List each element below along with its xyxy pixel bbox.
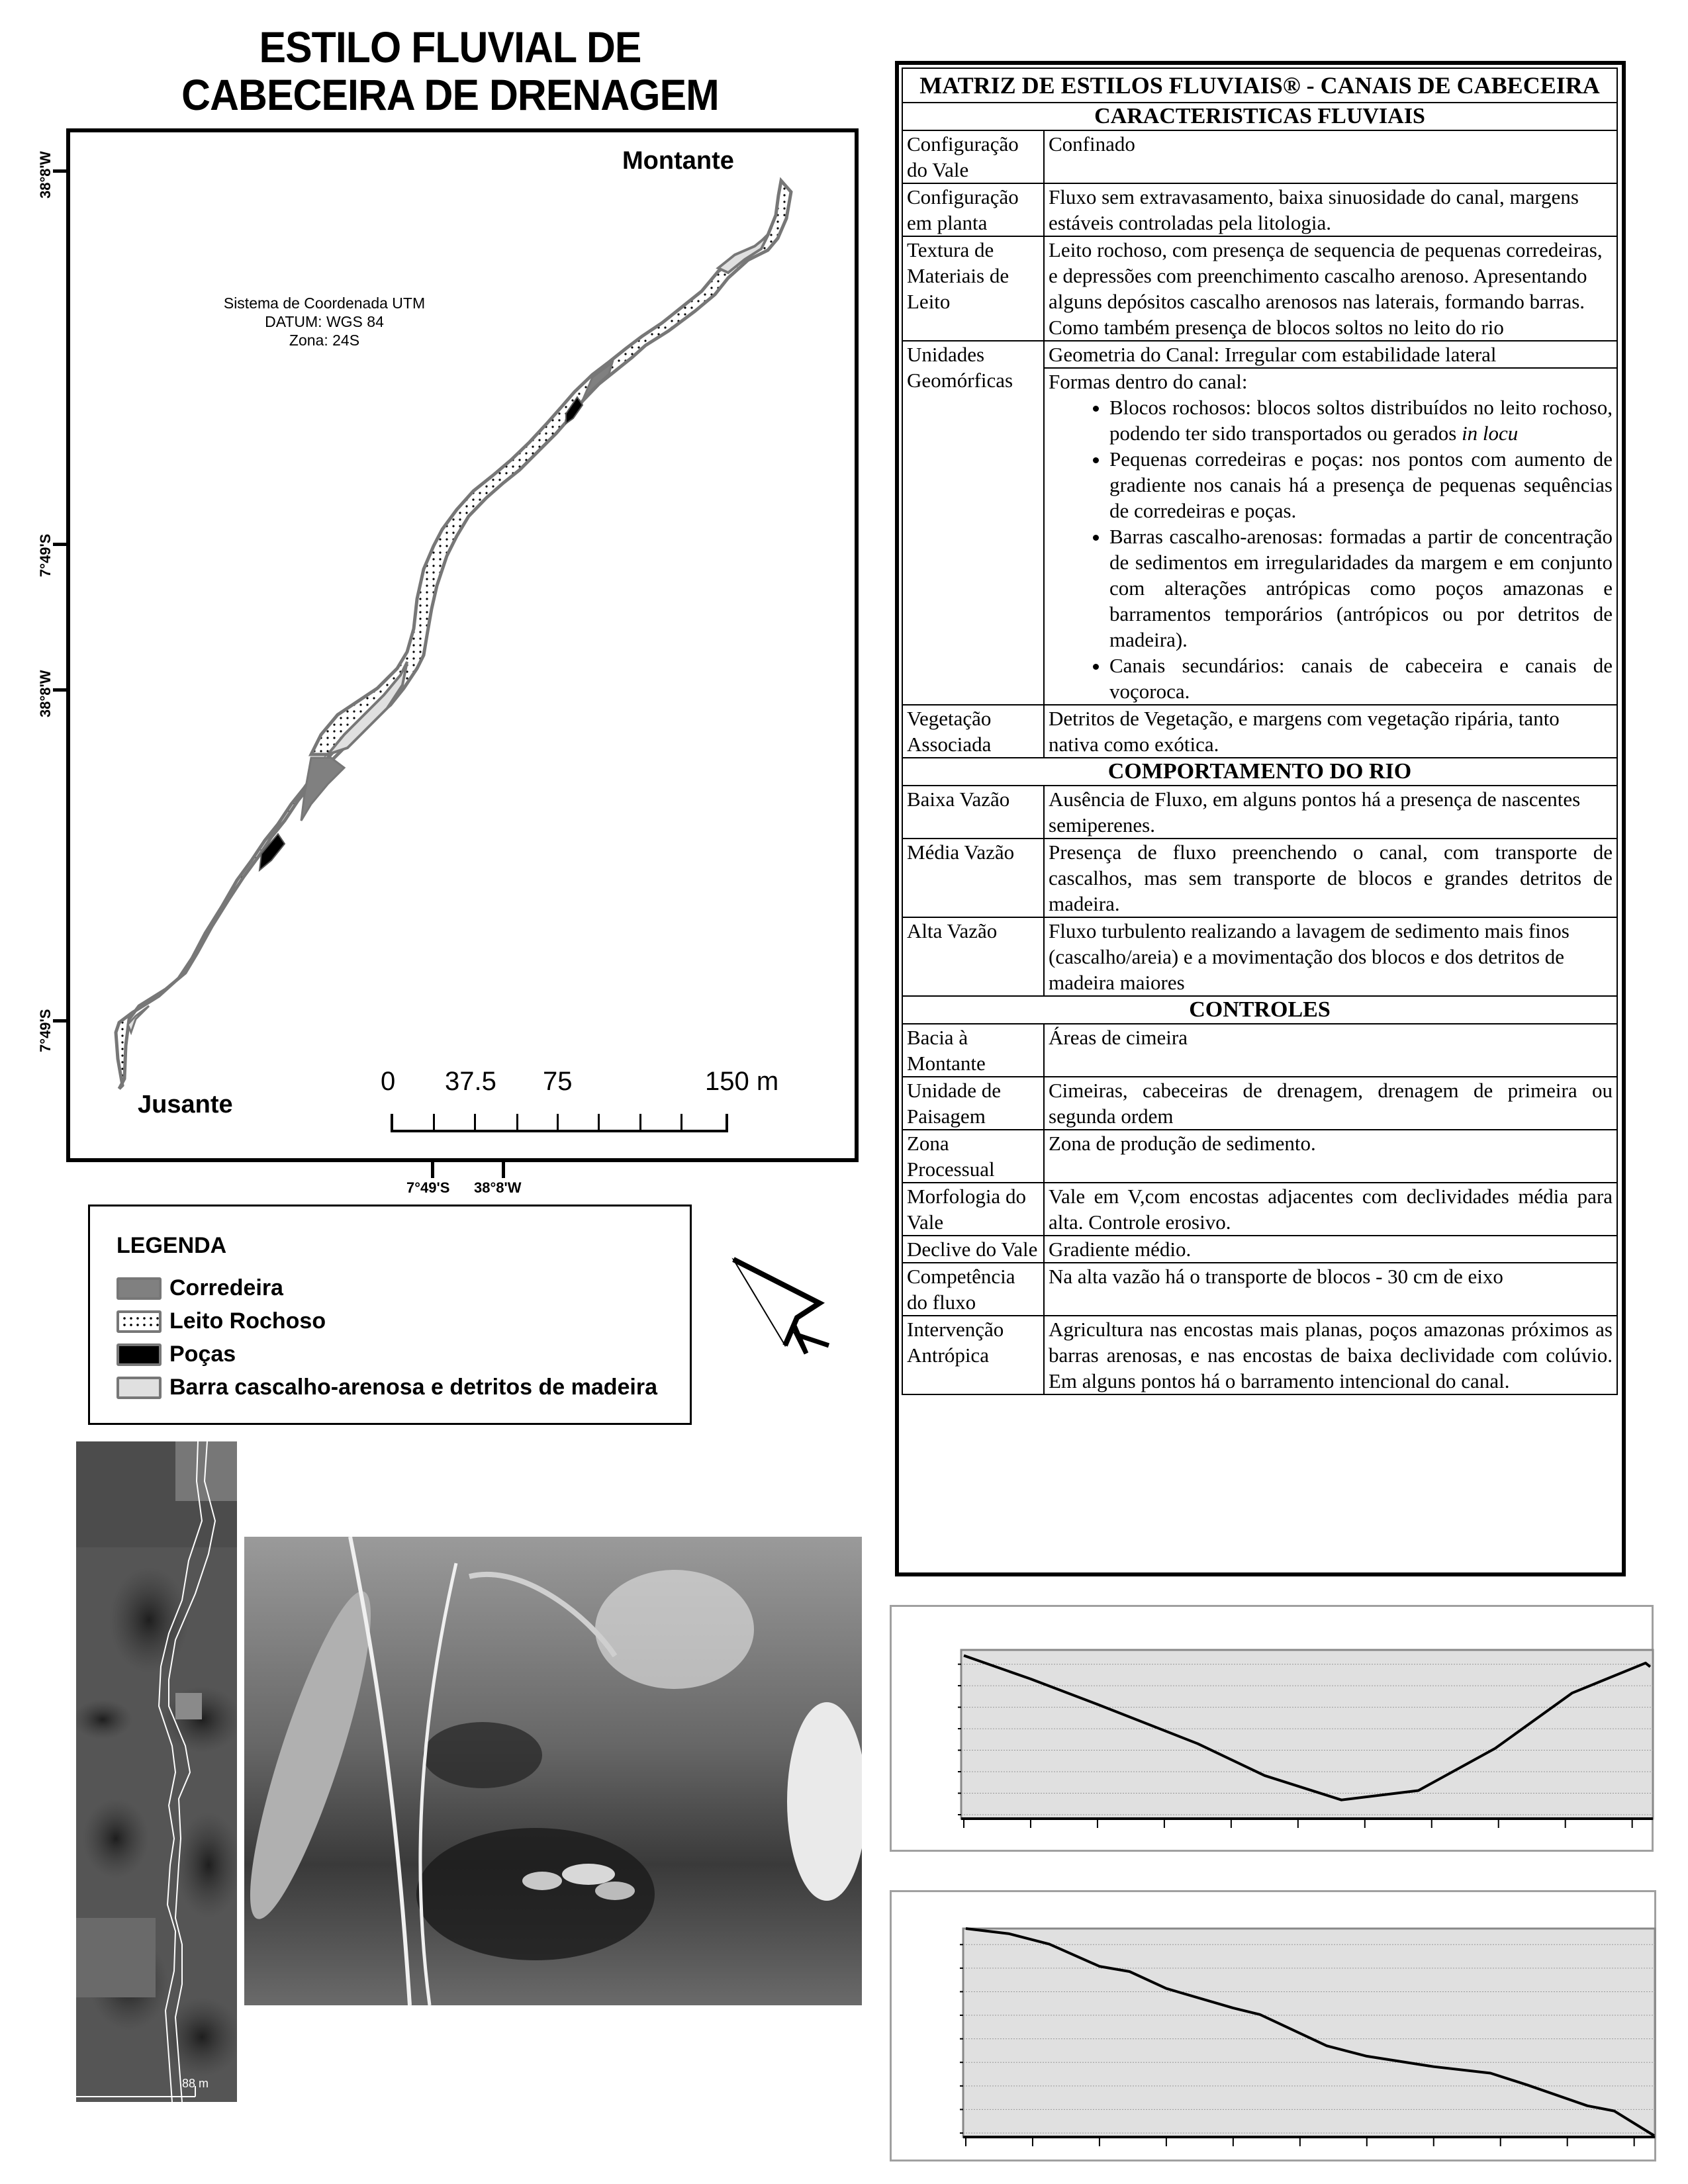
title-line-2: CABECEIRA DE DRENAGEM — [181, 70, 719, 119]
row-label: Configuração em planta — [902, 183, 1044, 236]
matrix-title: MATRIZ DE ESTILOS FLUVIAIS® - CANAIS DE CABECEIRA — [902, 68, 1617, 103]
satellite-scale-label: 88 m — [182, 2077, 209, 2090]
coord-label-left: 7°49'S — [37, 533, 54, 577]
legend-title: LEGENDA — [117, 1233, 227, 1258]
list-item — [1109, 653, 1613, 704]
list-item-text: Pequenas corredeiras e poças: nos pontos com aumento de gradiente nos canais há a presença de pequenas sequências de corredeiras e poças. — [1109, 447, 1613, 522]
table-row — [902, 1077, 1617, 1130]
table-row — [902, 705, 1617, 758]
row-value: Agricultura nas encostas mais planas, poços amazonas próximos as barras arenosas, e nas encostas de baixa declividade com colúvio. Em alguns pontos há o barramento intencional do canal. — [1044, 1316, 1617, 1394]
corredeira-swatch-icon — [117, 1277, 162, 1300]
coord-label-left: 7°49'S — [37, 1009, 54, 1052]
table-row — [902, 1183, 1617, 1236]
row-value: Ausência de Fluxo, em alguns pontos há a presença de nascentes semiperenes. — [1044, 786, 1617, 839]
legend-item-leito-rochoso — [117, 1308, 326, 1334]
fluvial-style-matrix — [895, 61, 1626, 1576]
row-label: Textura de Materiais de Leito — [902, 236, 1044, 341]
list-item — [1109, 523, 1613, 653]
row-value: Presença de fluxo preenchendo o canal, com transporte de cascalhos, mas sem transporte de blocos e grandes detritos de madeira. — [1044, 839, 1617, 917]
table-row — [902, 341, 1617, 368]
list-item-text: Barras cascalho-arenosas: formadas a partir de concentração de sedimentos em irregularidades da margem e em conjunto com alterações antrópicas como poços amazonas e barramentos temporários (antrópicos ou por detritos de madeira). — [1109, 525, 1613, 651]
list-item — [1109, 446, 1613, 523]
satellite-texture — [76, 1441, 237, 2102]
table-row — [902, 1130, 1617, 1183]
list-item-italic: in locu — [1462, 422, 1519, 445]
table-row — [902, 1316, 1617, 1394]
crs-zone: Zona: 24S — [289, 332, 360, 349]
legend-label: Leito Rochoso — [169, 1308, 326, 1334]
photo-texture — [244, 1537, 862, 2005]
row-value: Leito rochoso, com presença de sequencia de pequenas corredeiras, e depressões com preenchimento cascalho arenoso. Apresentando alguns depósitos cascalho arenosos nas laterais, formando barras. Como também presença de blocos soltos no leito do rio — [1044, 236, 1617, 341]
legend-item-corredeira — [117, 1275, 283, 1301]
section-header-controles: CONTROLES — [902, 996, 1617, 1024]
row-value-formas — [1044, 368, 1617, 705]
list-item-text: Canais secundários: canais de cabeceira e canais de voçoroca. — [1109, 654, 1613, 703]
crs-line: Sistema de Coordenada UTM — [223, 295, 426, 312]
cross-section-chart — [890, 1605, 1654, 1852]
scale-bar — [391, 1114, 728, 1132]
cross-section-plot — [892, 1607, 1656, 1854]
row-label: Alta Vazão — [902, 917, 1044, 996]
row-label: Baixa Vazão — [902, 786, 1044, 839]
row-label: Bacia à Montante — [902, 1024, 1044, 1077]
row-label: Morfologia do Vale — [902, 1183, 1044, 1236]
row-label: Configuração do Vale — [902, 130, 1044, 183]
barra-swatch-icon — [117, 1377, 162, 1399]
row-value: Zona de produção de sedimento. — [1044, 1130, 1617, 1183]
crs-datum: DATUM: WGS 84 — [265, 313, 384, 330]
table-row — [902, 917, 1617, 996]
row-value: Fluxo turbulento realizando a lavagem de sedimento mais finos (cascalho/areia) e a movimentação dos blocos e dos detritos de madeira maiores — [1044, 917, 1617, 996]
scale-bar-labels — [381, 1067, 791, 1100]
title-line-1: ESTILO FLUVIAL DE — [259, 23, 641, 71]
river-channel-drawing — [0, 0, 861, 1165]
scale-label: 75 — [543, 1067, 573, 1096]
dotted-pattern-swatch-icon — [117, 1310, 162, 1333]
legend-label: Corredeira — [169, 1275, 283, 1300]
legend-label: Poças — [169, 1342, 236, 1367]
row-label: Vegetação Associada — [902, 705, 1044, 758]
row-label: Média Vazão — [902, 839, 1044, 917]
coord-label-left: 38°8'W — [37, 670, 54, 717]
row-value: Fluxo sem extravasamento, baixa sinuosidade do canal, margens estáveis controladas pela litologia. — [1044, 183, 1617, 236]
row-value: Geometria do Canal: Irregular com estabilidade lateral — [1044, 341, 1617, 368]
row-value: Vale em V,com encostas adjacentes com declividades média para alta. Controle erosivo. — [1044, 1183, 1617, 1236]
legend-item-pocas — [117, 1342, 236, 1367]
row-label: Declive do Vale — [902, 1236, 1044, 1263]
row-label: Zona Processual — [902, 1130, 1044, 1183]
row-label: Intervenção Antrópica — [902, 1316, 1044, 1394]
legend-label: Barra cascalho-arenosa e detritos de madeira — [169, 1375, 657, 1400]
row-value: Áreas de cimeira — [1044, 1024, 1617, 1077]
list-item — [1109, 394, 1613, 446]
row-label: Unidade de Paisagem — [902, 1077, 1044, 1130]
scale-label: 150 m — [705, 1067, 779, 1096]
legend-item-barra — [117, 1375, 657, 1400]
table-row — [902, 839, 1617, 917]
row-label: Competência do fluxo — [902, 1263, 1044, 1316]
coord-label-bottom: 7°49'S — [406, 1179, 450, 1196]
section-header-comportamento: COMPORTAMENTO DO RIO — [902, 758, 1617, 786]
formas-intro: Formas dentro do canal: — [1049, 370, 1248, 393]
table-row — [902, 183, 1617, 236]
coord-label-bottom: 38°8'W — [474, 1179, 522, 1196]
downstream-label: Jusante — [138, 1091, 233, 1118]
row-value: Detritos de Vegetação, e margens com vegetação ripária, tanto nativa como exótica. — [1044, 705, 1617, 758]
field-photo — [244, 1537, 862, 2005]
table-row — [902, 786, 1617, 839]
row-value: Na alta vazão há o transporte de blocos - 30 cm de eixo — [1044, 1263, 1617, 1316]
coord-tick — [431, 1162, 434, 1178]
north-arrow-icon — [728, 1254, 834, 1367]
longitudinal-profile-plot — [892, 1892, 1658, 2163]
list-item-text: Blocos rochosos: blocos soltos distribuídos no leito rochoso, podendo ter sido transportados ou gerados — [1109, 396, 1613, 445]
row-value: Cimeiras, cabeceiras de drenagem, drenagem de primeira ou segunda ordem — [1044, 1077, 1617, 1130]
section-header-caracteristicas: CARACTERISTICAS FLUVIAIS — [902, 103, 1617, 130]
formas-list — [1049, 394, 1613, 704]
satellite-image — [76, 1441, 237, 2102]
row-value: Confinado — [1044, 130, 1617, 183]
table-row — [902, 236, 1617, 341]
longitudinal-profile-chart — [890, 1890, 1656, 2161]
upstream-label: Montante — [622, 147, 734, 175]
table-row — [902, 1263, 1617, 1316]
coord-label-left: 38°8'W — [37, 151, 54, 199]
table-row — [902, 1236, 1617, 1263]
table-row — [902, 130, 1617, 183]
row-value: Gradiente médio. — [1044, 1236, 1617, 1263]
matrix-table — [902, 68, 1618, 1395]
scale-label: 0 — [381, 1067, 396, 1096]
coord-tick — [502, 1162, 505, 1178]
scale-label: 37.5 — [445, 1067, 496, 1096]
table-row — [902, 1024, 1617, 1077]
row-label: Unidades Geomórficas — [902, 341, 1044, 705]
map-legend — [88, 1205, 692, 1425]
pocas-swatch-icon — [117, 1343, 162, 1366]
